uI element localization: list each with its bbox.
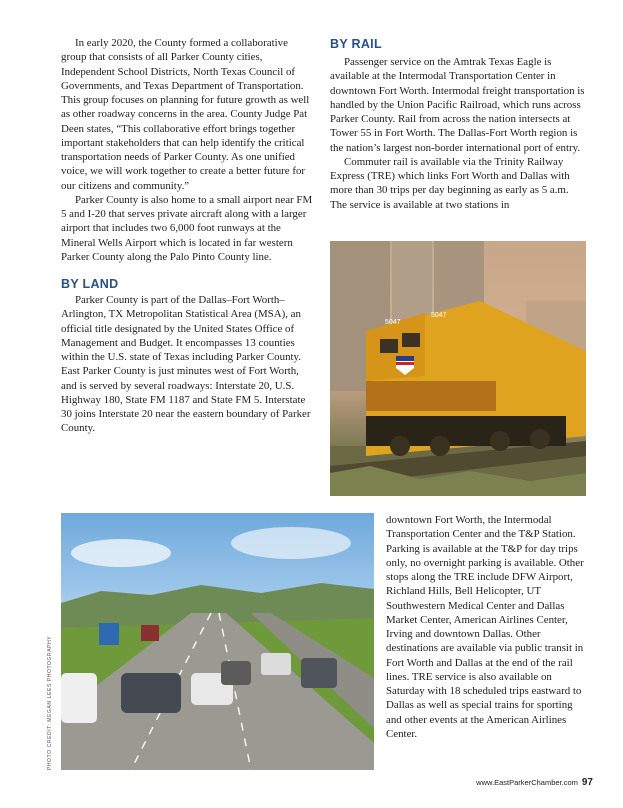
by-land-heading: BY LAND	[61, 277, 119, 291]
locomotive-number-right: 5047	[431, 312, 447, 319]
commuter-rail-paragraph: Commuter rail is available via the Trinity Railway Express (TRE) which links Fort Worth and Dallas with more than 30 trips per day beginning as early as 5 a.m. The service is available at two stations in	[330, 155, 570, 211]
photo-credit: PHOTO CREDIT: MEGAN LEES PHOTOGRAPHY	[47, 635, 53, 770]
amtrak-paragraph: Passenger service on the Amtrak Texas Eagle is available at the Intermodal Transportation Center in downtown Fort Worth. Intermodal freight transportation is handled by the Union Pacific Railroad, which runs across Parker County. Rail from across the nation intersects at Tower 55 in Fort Worth. The Dallas-Fort Worth region is the nation’s largest non-border international port of entry.	[330, 56, 585, 154]
rail-column	[330, 36, 586, 212]
union-pacific-locomotive-illustration	[330, 241, 586, 496]
page-footer	[476, 777, 593, 788]
airport-paragraph: Parker County is also home to a small airport near FM 5 and I-20 that serves private aircraft along with a larger airport that includes two 6,000 foot runways at the Mineral Wells Airport which is located in far western Parker County along the Palo Pinto County line.	[61, 193, 313, 263]
by-land-paragraph: Parker County is part of the Dallas–Fort Worth–Arlington, TX Metropolitan Statistical Area (MSA), an official title designated by the United States Office of Management and Budget. It encompasses 13 counties within the U.S. state of Texas including Parker County. East Parker County is just minutes west of Fort Worth, and is served by several roadways: Interstate 20, U.S. Highway 180, State FM 1187 and State FM 5. Interstate 30 joins Interstate 20 near the eastern boundary of Parker County.	[61, 294, 311, 435]
locomotive-number-left: 5047	[385, 319, 401, 326]
interstate-traffic-illustration	[61, 513, 374, 770]
tre-stations-paragraph: downtown Fort Worth, the Intermodal Transportation Center and the T&P Station. Parking is available at the T&P for day trips only, no overnight parking is available. Other stops along the TRE include DFW Airport, Richland Hills, Bell Helicopter, UT Southwestern Medical Center and Dallas Market Center, American Airlines Center, Irving and downtown Dallas. Other destinations are available via public transit in Fort Worth and Dallas at the end of the rail lines. TRE service is also available on Saturday with 18 scheduled trips eastward to Dallas as well as special trains for sporting and other events at the American Airlines Center.	[386, 514, 584, 740]
page-number: 97	[581, 777, 593, 788]
rail-continued-column	[386, 513, 589, 741]
website-link[interactable]: www.EastParkerChamber.com	[476, 778, 578, 787]
by-rail-heading: BY RAIL	[330, 37, 382, 51]
train-photo	[330, 241, 586, 496]
collaborative-group-paragraph: In early 2020, the County formed a collaborative group that consists of all Parker County cities, Independent School Districts, North Texas Council of Governments, and Texas Department of Transportation. This group focuses on planning for future growth as well as other roadway concerns in the area. County Judge Pat Deen states, “This collaborative effort brings together important stakeholders that can help identify the critical transportation needs of Parker County. As one unified voice, we will work together to create a better future for our citizens and community.”	[61, 37, 310, 192]
left-column	[61, 36, 313, 436]
highway-photo	[61, 513, 374, 770]
